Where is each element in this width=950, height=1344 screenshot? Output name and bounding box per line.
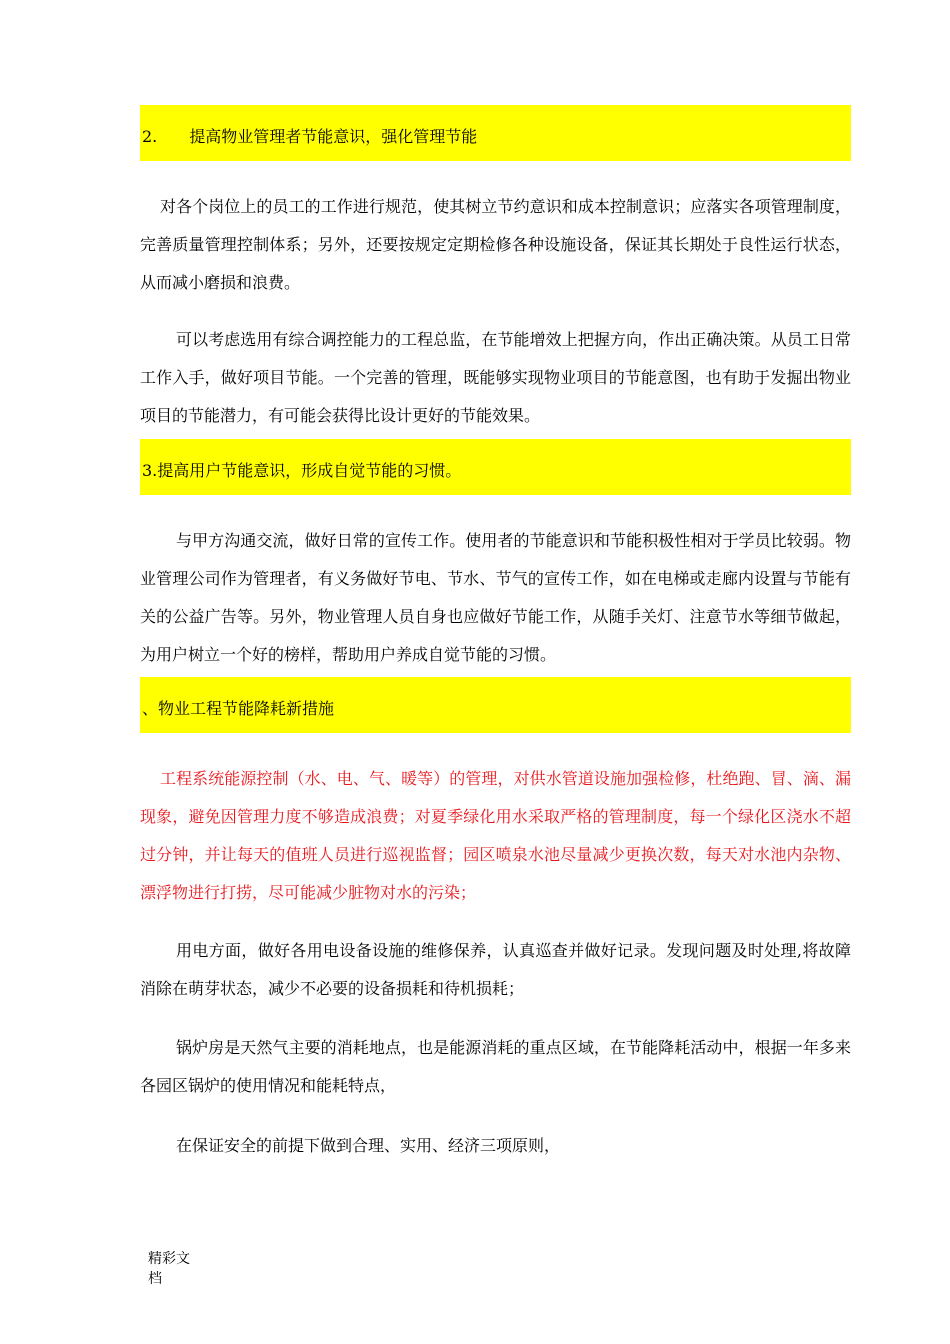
paragraph-boiler-room: 锅炉房是天然气主要的消耗地点，也是能源消耗的重点区域，在节能降耗活动中，根据一年多来各园区锅炉的使用情况和能耗特点， (140, 1038, 851, 1095)
section-heading-3-text: 3.提高用户节能意识，形成自觉节能的习惯。 (142, 461, 462, 480)
section-heading-2-text: 2. 提高物业管理者节能意识，强化管理节能 (142, 127, 478, 146)
paragraph-safety-principles: 在保证安全的前提下做到合理、实用、经济三项原则， (176, 1136, 561, 1155)
paragraph-user-awareness: 与甲方沟通交流，做好日常的宣传工作。使用者的节能意识和节能积极性相对于学员比较弱。物业管理公司作为管理者，有义务做好节电、节水、节气的宣传工作，如在电梯或走廊内设置与节能有关的公益广告等。另外，物业管理人员自身也应做好节能工作，从随手关灯、注意节水等细节做起，为用户树立一个好的榜样，帮助用户养成自觉节能的习惯。 (140, 531, 851, 664)
footer-watermark: 精彩文档 (148, 1251, 190, 1287)
section-heading-4 (140, 677, 851, 733)
section-heading-4-text: 、物业工程节能降耗新措施 (142, 699, 335, 718)
paragraph-engineering-director: 可以考虑选用有综合调控能力的工程总监，在节能增效上把握方向，作出正确决策。从员工日常工作入手，做好项目节能。一个完善的管理，既能够实现物业项目的节能意图，也有助于发掘出物业项目的节能潜力，有可能会获得比设计更好的节能效果。 (140, 330, 851, 425)
paragraph-electricity: 用电方面，做好各用电设备设施的维修保养，认真巡查并做好记录。发现问题及时处理,将故障消除在萌芽状态，减少不必要的设备损耗和待机损耗； (140, 941, 851, 998)
paragraph-energy-control-red: 工程系统能源控制（水、电、气、暖等）的管理，对供水管道设施加强检修，杜绝跑、冒、滴、漏现象，避免因管理力度不够造成浪费；对夏季绿化用水采取严格的管理制度，每一个绿化区浇水不超过分钟，并让每天的值班人员进行巡视监督；园区喷泉水池尽量减少更换次数，每天对水池内杂物、漂浮物进行打捞，尽可能减少脏物对水的污染； (140, 769, 851, 902)
section-heading-3 (140, 439, 851, 495)
section-heading-2 (140, 105, 851, 161)
paragraph-staff-norms: 对各个岗位上的员工的工作进行规范，使其树立节约意识和成本控制意识；应落实各项管理制度，完善质量管理控制体系；另外，还要按规定定期检修各种设施设备，保证其长期处于良性运行状态，从而减小磨损和浪费。 (140, 197, 851, 292)
